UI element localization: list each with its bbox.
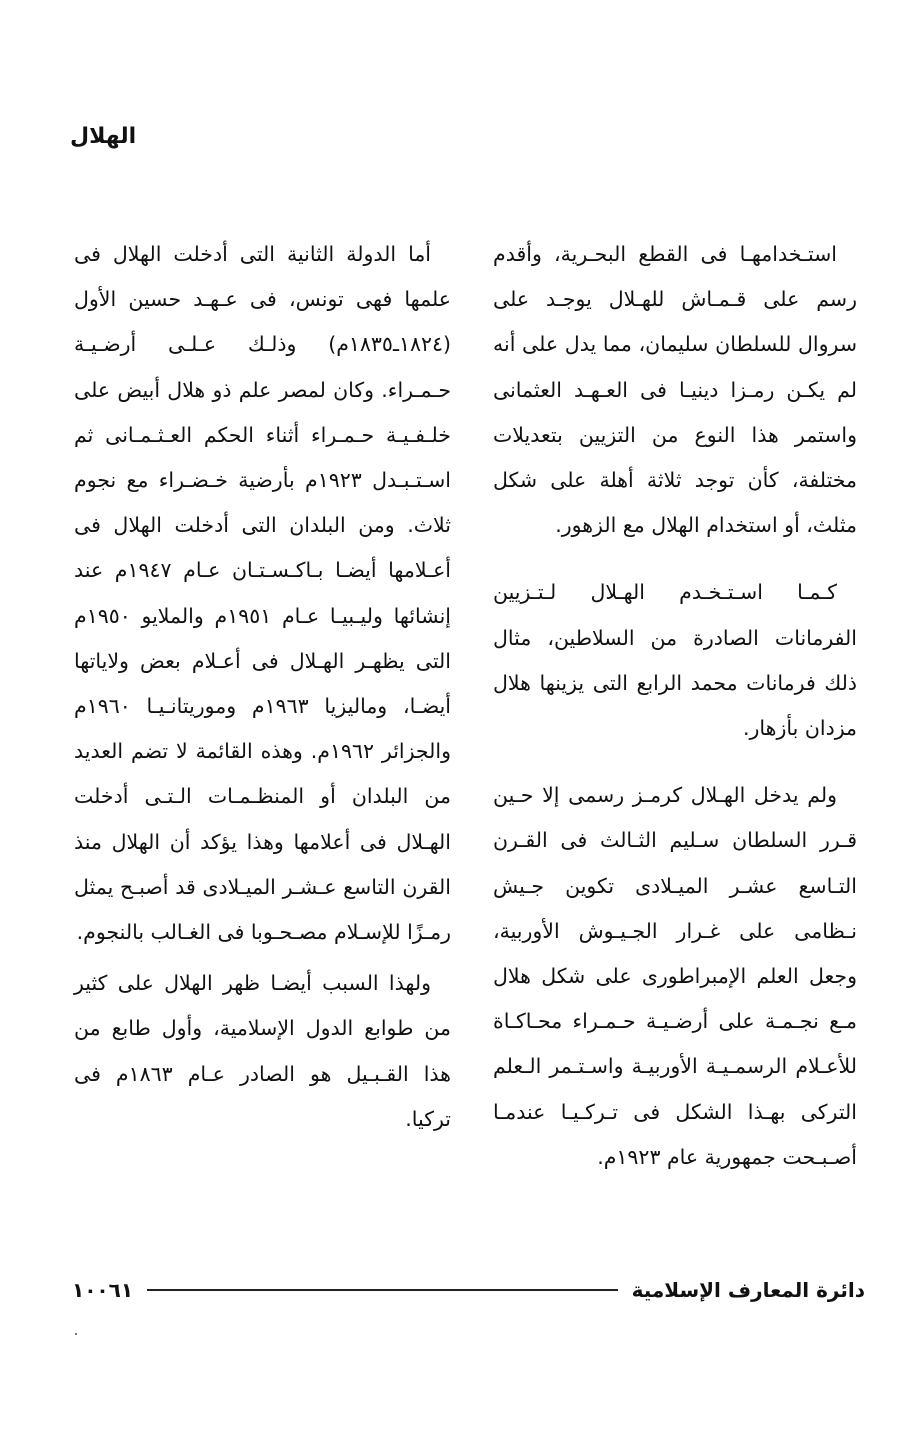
right-column-paragraph-3: ولم يدخل الهـلال كرمـز رسمى إلا حـين قـرر السلطان سـليم الثـالث فى القـرن التـاسع عشـر الميـلادى تكوين جـيش نـظامى على غـرار الجـيـوش الأوربية، وجعل العلم الإمبراطورى على شكل هلال مـع نجـمـة على أرضـيـة حـمـراء محـاكـاة للأعـلام الرسمـيـة الأوربيـة واسـتـمر الـعلم التركى بهـذا الشكل فى تـركـيـا عندمـا أصـبـحت جمهورية عام ١٩٢٣م. bbox=[493, 783, 857, 1169]
footer-divider bbox=[147, 1289, 618, 1291]
left-column-paragraph-2: ولهذا السبب أيضـا ظهر الهلال على كثير من طوابع الدول الإسلامية، وأول طابع من هذا القـبـيل هو الصادر عـام ١٨٦٣م فى تركيا. bbox=[74, 971, 451, 1131]
left-column-paragraph-1: أما الدولة الثانية التى أدخلت الهلال فى علمها فهى تونس، فى عـهـد حسين الأول (١٨٢٤ـ١٨٣٥م) وذلـك عـلـى أرضـيـة حـمـراء. وكان لمصر علم ذو هلال أبيض على خلـفـيـة حـمـراء أثناء الحكم العـثـمـانى ثم اسـتـبـدل ١٩٢٣م بأرضية خـضـراء مع نجوم ثلاث. ومن البلدان التى أدخلت الهلال فى أعـلامها أيضـا بـاكـسـتـان عـام ١٩٤٧م عند إنشائها وليـبيـا عـام ١٩٥١م والملايو ١٩٥٠م التى يظهـر الهـلال فى أعـلام بعض ولاياتها أيضـا، وماليزيا ١٩٦٣م وموريتانـيـا ١٩٦٠م والجزائر ١٩٦٢م. وهذه القائمة لا تضم العديد من البلدان أو المنظـمـات الـتـى أدخلت الهـلال فى أعلامها وهذا يؤكد أن الهلال منذ القرن التاسع عـشـر الميـلادى قد أصبـح يمثل رمـزًا للإسـلام مصـحـوبا فى الغـالب بالنجوم. bbox=[74, 242, 452, 945]
scan-speck bbox=[75, 1333, 77, 1335]
page-number: ١٠٠٦١ bbox=[72, 1278, 134, 1302]
page-footer bbox=[72, 1273, 865, 1307]
right-column-paragraph-2: كـمـا اسـتـخـدم الهـلال لـتـزيين الفرمانات الصادرة من السلاطين، مثال ذلك فرمانات محمد الرابع التى يزينها هلال مزدان بأزهار. bbox=[493, 580, 857, 741]
right-column-paragraph-1: استـخدامهـا فى القطع البحـرية، وأقدم رسم على قـمـاش للهـلال يوجـد على سروال للسلطان سليمان، مما يدل على أنه لم يكـن رمـزا دينيـا فى العـهـد العثمانى واستمر هذا النوع من التزيين بتعديلات مختلفة، كأن توجد ثلاثة أهلة على شكل مثلث، أو استخدام الهلال مع الزهور. bbox=[493, 242, 857, 538]
footer-publication-title: دائرة المعارف الإسلامية bbox=[631, 1278, 865, 1302]
running-header-title: الهلال bbox=[70, 124, 137, 149]
right-column bbox=[493, 232, 857, 1180]
left-column bbox=[74, 232, 451, 1142]
